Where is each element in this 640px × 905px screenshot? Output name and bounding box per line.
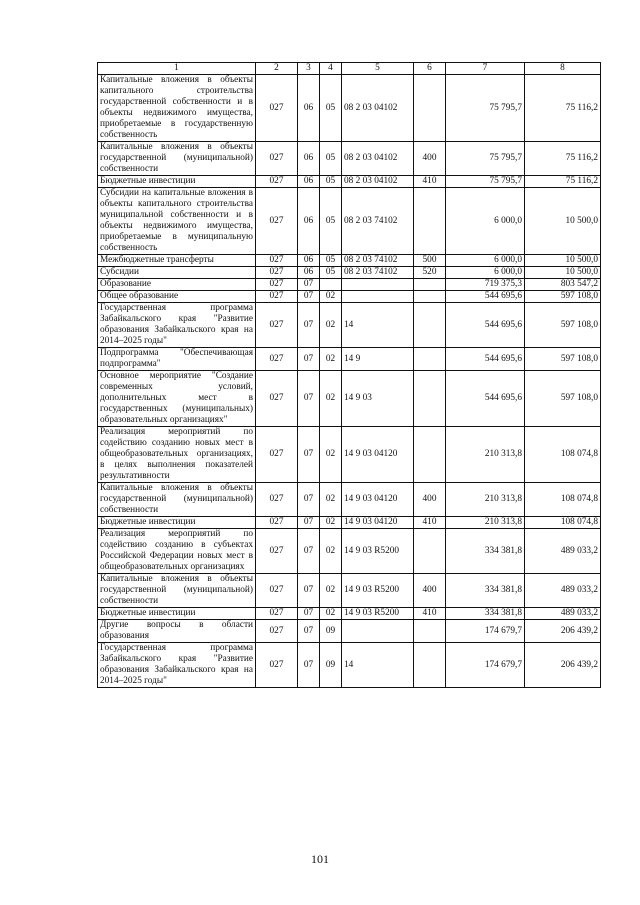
amount-year1-cell: 544 695,6	[446, 348, 525, 371]
amount-year2-cell: 108 074,8	[525, 427, 601, 483]
subsection-cell: 09	[320, 643, 342, 688]
amount-year2-cell: 75 116,2	[525, 142, 601, 176]
section-cell: 07	[298, 279, 320, 291]
amount-year2-cell: 206 439,2	[525, 620, 601, 643]
row-name-cell: Бюджетные инвестиции	[98, 608, 256, 620]
section-cell: 07	[298, 427, 320, 483]
table-row	[98, 608, 601, 620]
admin-code-cell: 027	[256, 529, 298, 574]
subsection-cell: 05	[320, 255, 342, 267]
expense-type-cell: 400	[414, 142, 446, 176]
subsection-cell: 05	[320, 75, 342, 142]
target-article-cell	[342, 279, 414, 291]
section-cell: 07	[298, 291, 320, 303]
target-article-cell: 14 9	[342, 348, 414, 371]
subsection-cell: 02	[320, 574, 342, 608]
target-article-cell: 08 2 03 74102	[342, 188, 414, 255]
admin-code-cell: 027	[256, 348, 298, 371]
table-row	[98, 517, 601, 529]
section-cell: 07	[298, 348, 320, 371]
table-row	[98, 142, 601, 176]
amount-year2-cell: 489 033,2	[525, 574, 601, 608]
amount-year1-cell: 334 381,8	[446, 574, 525, 608]
section-cell: 07	[298, 303, 320, 348]
admin-code-cell: 027	[256, 279, 298, 291]
expense-type-cell: 410	[414, 176, 446, 188]
expense-type-cell	[414, 348, 446, 371]
header-col-5: 5	[342, 63, 414, 75]
subsection-cell: 05	[320, 188, 342, 255]
amount-year1-cell: 174 679,7	[446, 620, 525, 643]
expense-type-cell: 500	[414, 255, 446, 267]
target-article-cell	[342, 291, 414, 303]
table-row	[98, 279, 601, 291]
row-name-cell: Бюджетные инвестиции	[98, 517, 256, 529]
expense-type-cell	[414, 643, 446, 688]
header-col-4: 4	[320, 63, 342, 75]
row-name-cell: Реализация мероприятий по содействию созданию в субъектах Российской Федерации новых мест в общеобразовательных организациях	[98, 529, 256, 574]
page-number: 101	[311, 852, 329, 866]
section-cell: 06	[298, 188, 320, 255]
table-row	[98, 529, 601, 574]
table-row	[98, 574, 601, 608]
expense-type-cell: 400	[414, 574, 446, 608]
header-col-3: 3	[298, 63, 320, 75]
subsection-cell: 02	[320, 608, 342, 620]
amount-year2-cell: 75 116,2	[525, 75, 601, 142]
amount-year2-cell: 597 108,0	[525, 371, 601, 427]
target-article-cell: 14 9 03 04120	[342, 427, 414, 483]
amount-year1-cell: 174 679,7	[446, 643, 525, 688]
amount-year2-cell: 597 108,0	[525, 348, 601, 371]
section-cell: 06	[298, 142, 320, 176]
target-article-cell: 14	[342, 643, 414, 688]
admin-code-cell: 027	[256, 267, 298, 279]
admin-code-cell: 027	[256, 176, 298, 188]
target-article-cell: 14 9 03 04120	[342, 517, 414, 529]
table-row	[98, 176, 601, 188]
expense-type-cell	[414, 620, 446, 643]
section-cell: 07	[298, 574, 320, 608]
table-row	[98, 371, 601, 427]
amount-year2-cell: 75 116,2	[525, 176, 601, 188]
amount-year2-cell: 10 500,0	[525, 188, 601, 255]
table-row	[98, 267, 601, 279]
amount-year1-cell: 75 795,7	[446, 75, 525, 142]
amount-year2-cell: 597 108,0	[525, 291, 601, 303]
amount-year1-cell: 6 000,0	[446, 188, 525, 255]
subsection-cell: 02	[320, 291, 342, 303]
target-article-cell: 08 2 03 04102	[342, 142, 414, 176]
header-row	[98, 63, 601, 75]
expense-type-cell	[414, 188, 446, 255]
amount-year2-cell: 10 500,0	[525, 267, 601, 279]
subsection-cell: 05	[320, 142, 342, 176]
expense-type-cell: 410	[414, 517, 446, 529]
subsection-cell: 09	[320, 620, 342, 643]
amount-year1-cell: 6 000,0	[446, 267, 525, 279]
amount-year1-cell: 334 381,8	[446, 608, 525, 620]
row-name-cell: Межбюджетные трансферты	[98, 255, 256, 267]
expense-type-cell	[414, 427, 446, 483]
table-row	[98, 620, 601, 643]
section-cell: 07	[298, 529, 320, 574]
row-name-cell: Другие вопросы в области образования	[98, 620, 256, 643]
table-row	[98, 75, 601, 142]
row-name-cell: Субсидии на капитальные вложения в объекты капитального строительства муниципальной собственности и в объекты недвижимого имущества, приобретаемые в муниципальную собственность	[98, 188, 256, 255]
target-article-cell: 14 9 03	[342, 371, 414, 427]
section-cell: 07	[298, 517, 320, 529]
amount-year2-cell: 108 074,8	[525, 517, 601, 529]
amount-year1-cell: 544 695,6	[446, 291, 525, 303]
admin-code-cell: 027	[256, 483, 298, 517]
table-header	[98, 63, 601, 75]
row-name-cell: Капитальные вложения в объекты капитального строительства государственной собственности и в объекты недвижимого имущества, приобретаемые в государственную собственность	[98, 75, 256, 142]
admin-code-cell: 027	[256, 574, 298, 608]
amount-year2-cell: 489 033,2	[525, 529, 601, 574]
section-cell: 07	[298, 620, 320, 643]
amount-year1-cell: 719 375,3	[446, 279, 525, 291]
target-article-cell: 08 2 03 04102	[342, 176, 414, 188]
amount-year1-cell: 544 695,6	[446, 371, 525, 427]
header-col-6: 6	[414, 63, 446, 75]
target-article-cell: 14 9 03 R5200	[342, 529, 414, 574]
section-cell: 06	[298, 267, 320, 279]
table-row	[98, 348, 601, 371]
table-row	[98, 188, 601, 255]
amount-year1-cell: 210 313,8	[446, 483, 525, 517]
row-name-cell: Капитальные вложения в объекты государственной (муниципальной) собственности	[98, 574, 256, 608]
amount-year1-cell: 544 695,6	[446, 303, 525, 348]
admin-code-cell: 027	[256, 303, 298, 348]
amount-year1-cell: 75 795,7	[446, 142, 525, 176]
section-cell: 06	[298, 176, 320, 188]
expense-type-cell	[414, 279, 446, 291]
admin-code-cell: 027	[256, 608, 298, 620]
table-row	[98, 303, 601, 348]
admin-code-cell: 027	[256, 427, 298, 483]
section-cell: 06	[298, 255, 320, 267]
expense-type-cell	[414, 303, 446, 348]
target-article-cell: 14	[342, 303, 414, 348]
section-cell: 07	[298, 483, 320, 517]
amount-year2-cell: 489 033,2	[525, 608, 601, 620]
section-cell: 07	[298, 643, 320, 688]
row-name-cell: Капитальные вложения в объекты государственной (муниципальной) собственности	[98, 142, 256, 176]
expense-type-cell	[414, 371, 446, 427]
row-name-cell: Основное мероприятие "Создание современных условий, дополнительных мест в государственных (муниципальных) образовательных организациях"	[98, 371, 256, 427]
admin-code-cell: 027	[256, 255, 298, 267]
row-name-cell: Государственная программа Забайкальского края "Развитие образования Забайкальского края на 2014–2025 годы"	[98, 303, 256, 348]
subsection-cell: 02	[320, 483, 342, 517]
row-name-cell: Реализация мероприятий по содействию созданию новых мест в общеобразовательных организациях, в целях выполнения показателей результативности	[98, 427, 256, 483]
admin-code-cell: 027	[256, 643, 298, 688]
expense-type-cell	[414, 291, 446, 303]
amount-year2-cell: 206 439,2	[525, 643, 601, 688]
admin-code-cell: 027	[256, 75, 298, 142]
row-name-cell: Капитальные вложения в объекты государственной (муниципальной) собственности	[98, 483, 256, 517]
table-row	[98, 255, 601, 267]
admin-code-cell: 027	[256, 371, 298, 427]
header-col-2: 2	[256, 63, 298, 75]
amount-year2-cell: 10 500,0	[525, 255, 601, 267]
table-row	[98, 483, 601, 517]
target-article-cell: 14 9 03 R5200	[342, 574, 414, 608]
amount-year1-cell: 210 313,8	[446, 427, 525, 483]
subsection-cell	[320, 279, 342, 291]
section-cell: 07	[298, 371, 320, 427]
table-row	[98, 643, 601, 688]
table-row	[98, 291, 601, 303]
header-col-8: 8	[525, 63, 601, 75]
target-article-cell: 08 2 03 74102	[342, 267, 414, 279]
amount-year1-cell: 334 381,8	[446, 529, 525, 574]
amount-year1-cell: 75 795,7	[446, 176, 525, 188]
section-cell: 07	[298, 608, 320, 620]
target-article-cell: 14 9 03 04120	[342, 483, 414, 517]
subsection-cell: 02	[320, 427, 342, 483]
amount-year2-cell: 108 074,8	[525, 483, 601, 517]
row-name-cell: Подпрограмма "Обеспечивающая подпрограмма"	[98, 348, 256, 371]
amount-year2-cell: 803 547,2	[525, 279, 601, 291]
expense-type-cell: 520	[414, 267, 446, 279]
subsection-cell: 02	[320, 529, 342, 574]
row-name-cell: Субсидии	[98, 267, 256, 279]
expense-type-cell: 400	[414, 483, 446, 517]
target-article-cell	[342, 620, 414, 643]
row-name-cell: Образование	[98, 279, 256, 291]
target-article-cell: 14 9 03 R5200	[342, 608, 414, 620]
admin-code-cell: 027	[256, 517, 298, 529]
amount-year1-cell: 210 313,8	[446, 517, 525, 529]
subsection-cell: 02	[320, 371, 342, 427]
header-col-1: 1	[98, 63, 256, 75]
section-cell: 06	[298, 75, 320, 142]
subsection-cell: 05	[320, 176, 342, 188]
header-col-7: 7	[446, 63, 525, 75]
table-row	[98, 427, 601, 483]
amount-year1-cell: 6 000,0	[446, 255, 525, 267]
subsection-cell: 02	[320, 517, 342, 529]
subsection-cell: 02	[320, 303, 342, 348]
target-article-cell: 08 2 03 04102	[342, 75, 414, 142]
amount-year2-cell: 597 108,0	[525, 303, 601, 348]
admin-code-cell: 027	[256, 620, 298, 643]
target-article-cell: 08 2 03 74102	[342, 255, 414, 267]
admin-code-cell: 027	[256, 291, 298, 303]
subsection-cell: 02	[320, 348, 342, 371]
admin-code-cell: 027	[256, 142, 298, 176]
table-body	[98, 75, 601, 688]
subsection-cell: 05	[320, 267, 342, 279]
admin-code-cell: 027	[256, 188, 298, 255]
row-name-cell: Бюджетные инвестиции	[98, 176, 256, 188]
expense-type-cell	[414, 75, 446, 142]
row-name-cell: Государственная программа Забайкальского края "Развитие образования Забайкальского края на 2014–2025 годы"	[98, 643, 256, 688]
expense-type-cell	[414, 529, 446, 574]
expense-type-cell: 410	[414, 608, 446, 620]
row-name-cell: Общее образование	[98, 291, 256, 303]
budget-table	[97, 62, 601, 688]
